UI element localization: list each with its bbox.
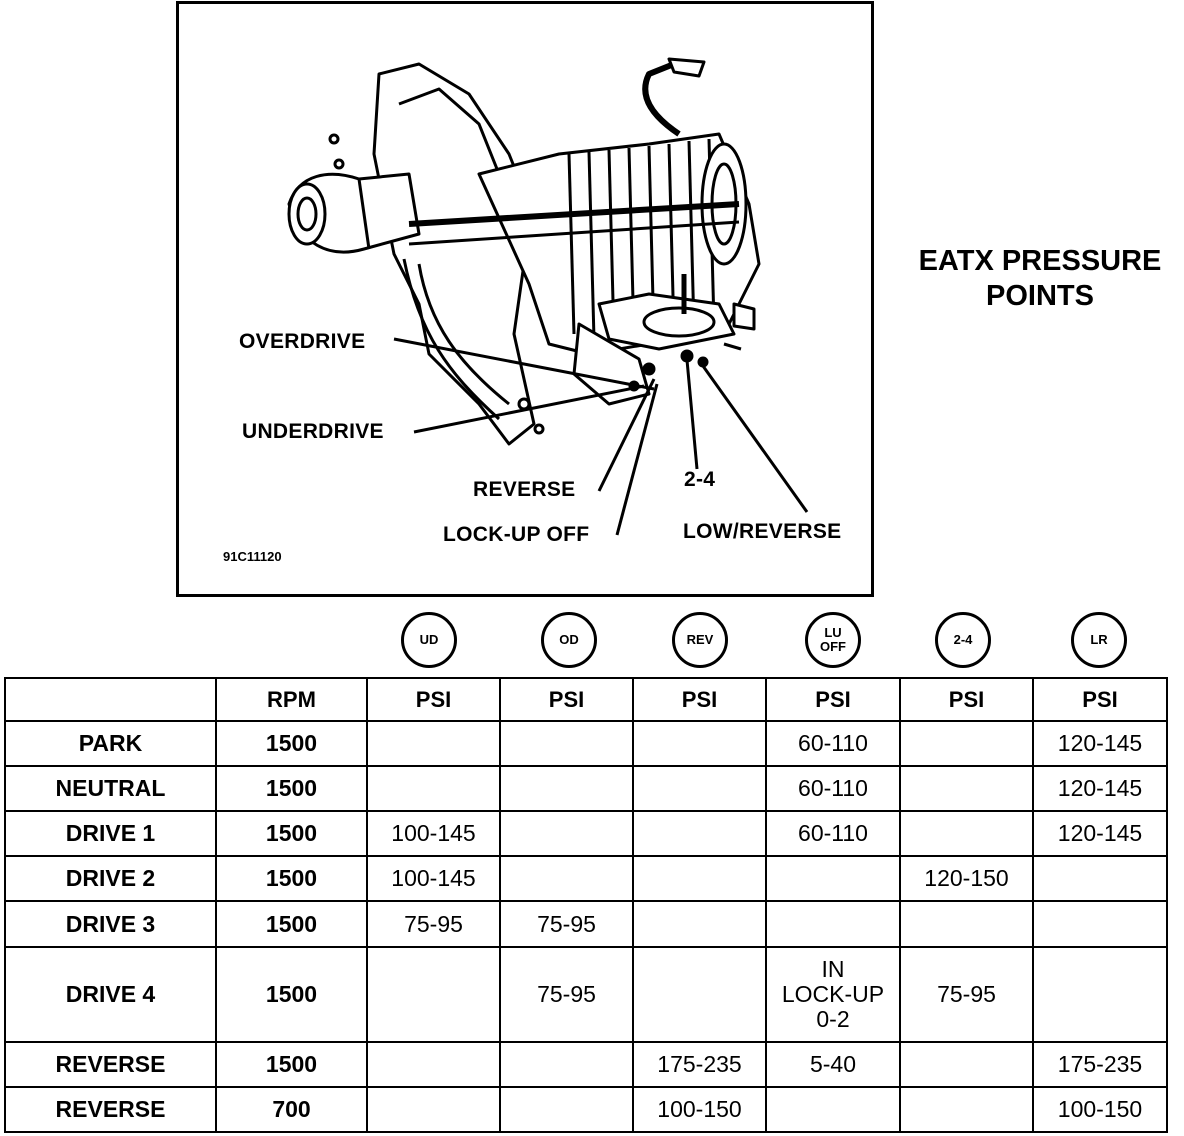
od-cell (500, 811, 633, 856)
rpm-cell: 1500 (216, 721, 367, 766)
rev-cell: 100-150 (633, 1087, 766, 1132)
ud-cell (367, 1042, 500, 1087)
od-circle: OD (541, 612, 597, 668)
gear-cell: DRIVE 4 (5, 947, 216, 1042)
od-cell (500, 766, 633, 811)
ud-circle: UD (401, 612, 457, 668)
two-four-cell (900, 1087, 1033, 1132)
ud-cell (367, 721, 500, 766)
overdrive-label: OVERDRIVE (239, 330, 366, 353)
rev-cell (633, 721, 766, 766)
rpm-cell: 700 (216, 1087, 367, 1132)
ud-cell: 100-145 (367, 811, 500, 856)
od-cell: 75-95 (500, 947, 633, 1042)
header-cell: RPM (216, 678, 367, 721)
od-cell (500, 721, 633, 766)
lu-cell: 60-110 (766, 811, 900, 856)
header-cell: PSI (766, 678, 900, 721)
two-four-cell (900, 811, 1033, 856)
lr-cell: 175-235 (1033, 1042, 1167, 1087)
two-four-cell (900, 766, 1033, 811)
rpm-cell: 1500 (216, 1042, 367, 1087)
table-row (5, 766, 1167, 811)
underdrive-label: UNDERDRIVE (242, 420, 384, 443)
table-row (5, 856, 1167, 901)
lr-circle: LR (1071, 612, 1127, 668)
figure-code: 91C11120 (223, 549, 282, 564)
lu-cell: IN LOCK-UP 0-2 (766, 947, 900, 1042)
two-four-cell (900, 901, 1033, 946)
gear-cell: REVERSE (5, 1087, 216, 1132)
lu-off-circle: LU OFF (805, 612, 861, 668)
rpm-cell: 1500 (216, 901, 367, 946)
two-four-cell (900, 721, 1033, 766)
rev-circle: REV (672, 612, 728, 668)
table-row (5, 811, 1167, 856)
ud-cell (367, 947, 500, 1042)
od-cell (500, 1042, 633, 1087)
header-cell: PSI (633, 678, 766, 721)
lu-cell (766, 901, 900, 946)
gear-cell: NEUTRAL (5, 766, 216, 811)
lr-cell: 120-145 (1033, 721, 1167, 766)
lu-cell: 60-110 (766, 721, 900, 766)
transmission-illustration (179, 4, 871, 594)
table-header-row (5, 678, 1167, 721)
header-cell (5, 678, 216, 721)
lu-cell: 60-110 (766, 766, 900, 811)
pressure-table (4, 677, 1168, 1133)
header-cell: PSI (367, 678, 500, 721)
lr-cell: 100-150 (1033, 1087, 1167, 1132)
rev-cell (633, 901, 766, 946)
lu-cell (766, 1087, 900, 1132)
header-cell: PSI (900, 678, 1033, 721)
rev-cell (633, 856, 766, 901)
two-four-cell (900, 1042, 1033, 1087)
rev-cell: 175-235 (633, 1042, 766, 1087)
two-four-label: 2-4 (684, 468, 716, 491)
table-row (5, 1087, 1167, 1132)
od-cell (500, 1087, 633, 1132)
rev-cell (633, 766, 766, 811)
transmission-figure (176, 1, 874, 597)
gear-cell: REVERSE (5, 1042, 216, 1087)
lockup-off-label: LOCK-UP OFF (443, 523, 590, 546)
two-four-cell: 120-150 (900, 856, 1033, 901)
table-row (5, 1042, 1167, 1087)
header-cell: PSI (1033, 678, 1167, 721)
page-title: EATX PRESSURE POINTS (918, 245, 1162, 312)
lr-cell (1033, 856, 1167, 901)
ud-cell: 100-145 (367, 856, 500, 901)
lr-cell (1033, 901, 1167, 946)
table-row (5, 721, 1167, 766)
rev-cell (633, 947, 766, 1042)
header-cell: PSI (500, 678, 633, 721)
rpm-cell: 1500 (216, 766, 367, 811)
reverse-label: REVERSE (473, 478, 576, 501)
gear-cell: PARK (5, 721, 216, 766)
gear-cell: DRIVE 2 (5, 856, 216, 901)
lu-cell (766, 856, 900, 901)
ud-cell (367, 766, 500, 811)
lr-cell: 120-145 (1033, 811, 1167, 856)
lr-cell (1033, 947, 1167, 1042)
low-reverse-label: LOW/REVERSE (683, 520, 842, 543)
od-cell (500, 856, 633, 901)
lu-cell: 5-40 (766, 1042, 900, 1087)
two-four-cell: 75-95 (900, 947, 1033, 1042)
ud-cell (367, 1087, 500, 1132)
rpm-cell: 1500 (216, 856, 367, 901)
ud-cell: 75-95 (367, 901, 500, 946)
rev-cell (633, 811, 766, 856)
table-row (5, 947, 1167, 1042)
rpm-cell: 1500 (216, 947, 367, 1042)
two-four-circle: 2-4 (935, 612, 991, 668)
gear-cell: DRIVE 3 (5, 901, 216, 946)
rpm-cell: 1500 (216, 811, 367, 856)
lr-cell: 120-145 (1033, 766, 1167, 811)
gear-cell: DRIVE 1 (5, 811, 216, 856)
od-cell: 75-95 (500, 901, 633, 946)
table-row (5, 901, 1167, 946)
